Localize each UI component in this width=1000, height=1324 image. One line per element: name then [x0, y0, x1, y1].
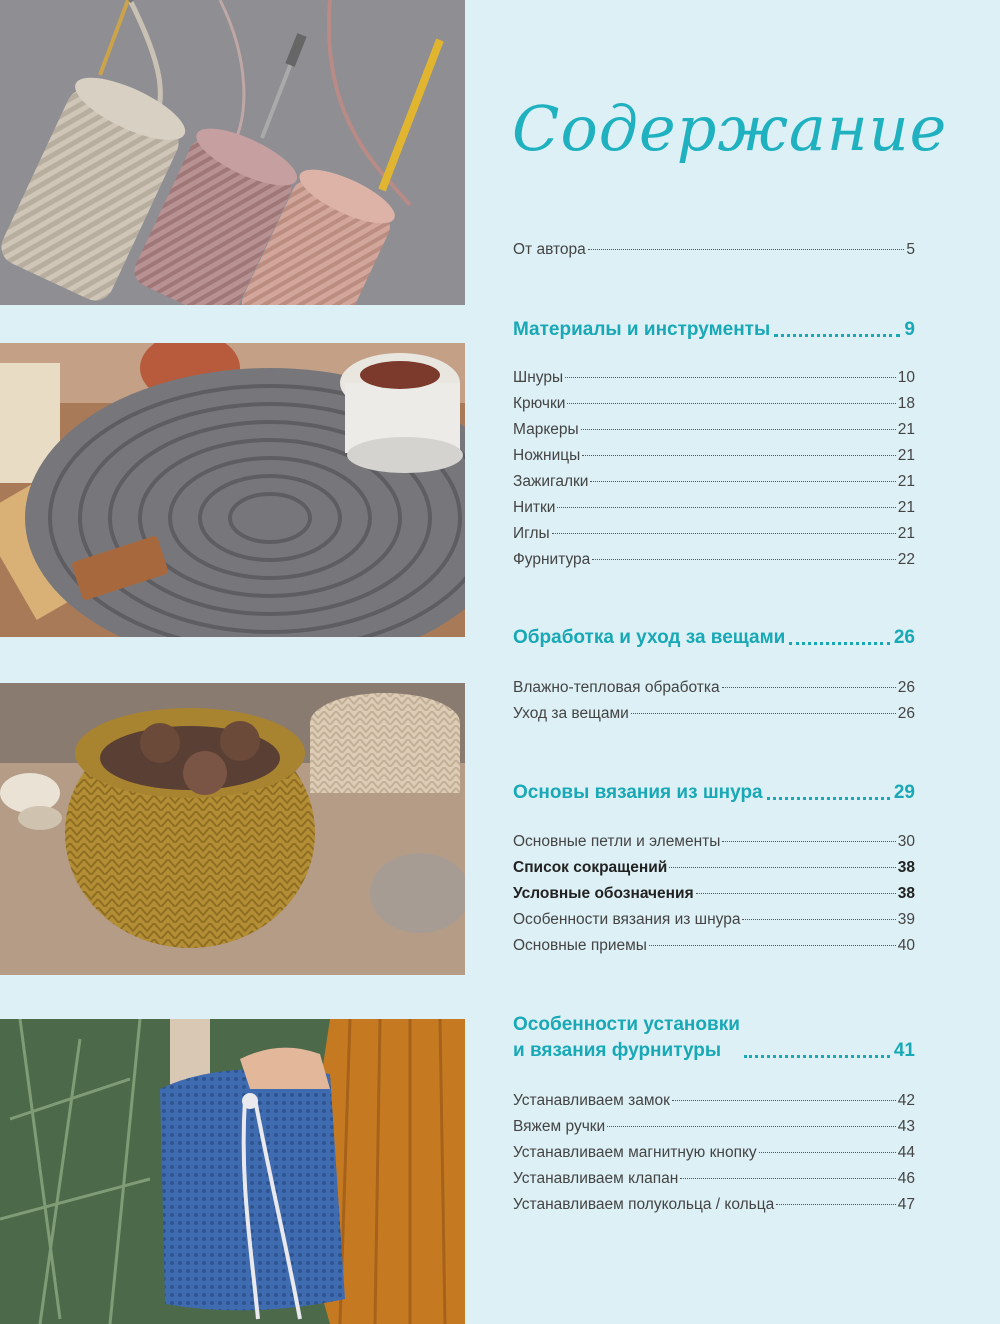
toc-row-label: Иглы: [513, 525, 550, 542]
section-title: Материалы и инструменты: [513, 319, 771, 340]
dot-leader: [672, 1100, 896, 1101]
toc-row: [513, 1092, 915, 1118]
dot-leader: [565, 377, 896, 378]
toc-row-label: Уход за вещами: [513, 705, 629, 722]
toc-row-label: Вяжем ручки: [513, 1118, 606, 1135]
toc-row-page: 46: [897, 1170, 915, 1187]
section-heading: [513, 1012, 915, 1064]
toc-row-label: Устанавливаем полукольца / кольца: [513, 1196, 775, 1213]
toc-row-page: 26: [897, 679, 915, 696]
toc-row-page: 21: [897, 473, 915, 490]
section-title: Основы вязания из шнура: [513, 782, 763, 803]
dot-leader: [759, 1152, 896, 1153]
toc-row-page: 40: [897, 937, 915, 954]
section-page: 29: [893, 782, 915, 803]
toc-row-label: Нитки: [513, 499, 556, 516]
toc-row: [513, 525, 915, 551]
toc-row: [513, 911, 915, 937]
toc-row: [513, 679, 915, 705]
toc-row-label: От автора: [513, 241, 586, 258]
toc-row-page: 18: [897, 395, 915, 412]
dot-leader: [776, 1204, 896, 1205]
toc-row: [513, 395, 915, 421]
dot-leader: [774, 334, 900, 337]
toc-row: [513, 499, 915, 525]
toc-section-care: [513, 625, 915, 651]
section-heading: [513, 625, 915, 651]
toc-row-page: 21: [897, 421, 915, 438]
dot-leader: [789, 642, 889, 645]
toc-row-page: 38: [897, 885, 915, 902]
toc-row: [513, 833, 915, 859]
toc-row-label: Шнуры: [513, 369, 564, 386]
toc-row-page: 21: [897, 447, 915, 464]
dot-leader: [722, 687, 896, 688]
toc-row: [513, 369, 915, 395]
toc-row-label: Условные обозначения: [513, 885, 694, 902]
toc-row: [513, 1118, 915, 1144]
section-page: 41: [893, 1040, 915, 1061]
toc-row-page: 42: [897, 1092, 915, 1109]
toc-row-page: 26: [897, 705, 915, 722]
toc-row-page: 10: [897, 369, 915, 386]
toc-list-hardware: [513, 1092, 915, 1222]
toc-row-label: Крючки: [513, 395, 566, 412]
dot-leader: [680, 1178, 895, 1179]
dot-leader: [588, 249, 905, 250]
photo-blue-bag: [0, 1019, 465, 1324]
toc-section-materials: [513, 317, 915, 343]
photo-knit-basket: [0, 683, 465, 975]
toc-row-page: 21: [897, 499, 915, 516]
toc-row-page: 5: [906, 241, 915, 258]
section-title-line2: и вязания фурнитуры: [513, 1040, 722, 1061]
toc-row-page: 39: [897, 911, 915, 928]
toc-row-label: Зажигалки: [513, 473, 589, 490]
toc-row: [513, 859, 915, 885]
dot-leader: [581, 429, 896, 430]
toc-row-page: 38: [897, 859, 915, 876]
dot-leader: [582, 455, 896, 456]
toc-section-hardware: [513, 1012, 915, 1064]
photo-cord-spools: [0, 0, 465, 305]
toc-row: [513, 937, 915, 963]
page-title: Содержание: [512, 92, 948, 165]
toc-row: [513, 473, 915, 499]
dot-leader: [696, 893, 896, 894]
toc-row-label: Основные петли и элементы: [513, 833, 721, 850]
toc-row: [513, 241, 915, 267]
toc-row-page: 30: [897, 833, 915, 850]
dot-leader: [552, 533, 896, 534]
toc-row-page: 21: [897, 525, 915, 542]
photo-round-mat: [0, 343, 465, 637]
toc-section-basics: [513, 780, 915, 806]
toc-row-label: Устанавливаем клапан: [513, 1170, 679, 1187]
toc-row-label: Особенности вязания из шнура: [513, 911, 741, 928]
toc-row-label: Влажно-тепловая обработка: [513, 679, 720, 696]
dot-leader: [607, 1126, 896, 1127]
toc-row-page: 44: [897, 1144, 915, 1161]
toc-row-label: Список сокращений: [513, 859, 668, 876]
dot-leader: [722, 841, 895, 842]
toc-row: [513, 447, 915, 473]
toc-row: [513, 1196, 915, 1222]
toc-row-page: 22: [897, 551, 915, 568]
section-title: [513, 1012, 740, 1064]
section-heading: [513, 317, 915, 343]
toc-row-page: 47: [897, 1196, 915, 1213]
toc-list-care: [513, 679, 915, 731]
toc-row: [513, 705, 915, 731]
toc-row-label: Устанавливаем замок: [513, 1092, 670, 1109]
dot-leader: [557, 507, 895, 508]
dot-leader: [669, 867, 895, 868]
section-page: 9: [904, 319, 915, 340]
dot-leader: [742, 919, 895, 920]
toc-row: [513, 885, 915, 911]
toc-row-page: 43: [897, 1118, 915, 1135]
dot-leader: [631, 713, 896, 714]
section-page: 26: [893, 627, 915, 648]
toc-list-materials: [513, 369, 915, 577]
dot-leader: [767, 797, 890, 800]
dot-leader: [592, 559, 895, 560]
dot-leader: [649, 945, 896, 946]
toc-row-label: Фурнитура: [513, 551, 591, 568]
dot-leader: [744, 1055, 890, 1058]
toc-list-basics: [513, 833, 915, 963]
toc-row: [513, 1144, 915, 1170]
toc-row: [513, 421, 915, 447]
section-title: Обработка и уход за вещами: [513, 627, 786, 648]
dot-leader: [567, 403, 895, 404]
toc-row: [513, 1170, 915, 1196]
toc-row-label: Устанавливаем магнитную кнопку: [513, 1144, 757, 1161]
dot-leader: [590, 481, 895, 482]
section-title-line1: Особенности установки: [513, 1014, 740, 1035]
toc-row-label: Маркеры: [513, 421, 579, 438]
toc-intro: [513, 241, 915, 267]
toc-row: [513, 551, 915, 577]
section-heading: [513, 780, 915, 806]
toc-row-label: Ножницы: [513, 447, 581, 464]
toc-row-label: Основные приемы: [513, 937, 647, 954]
